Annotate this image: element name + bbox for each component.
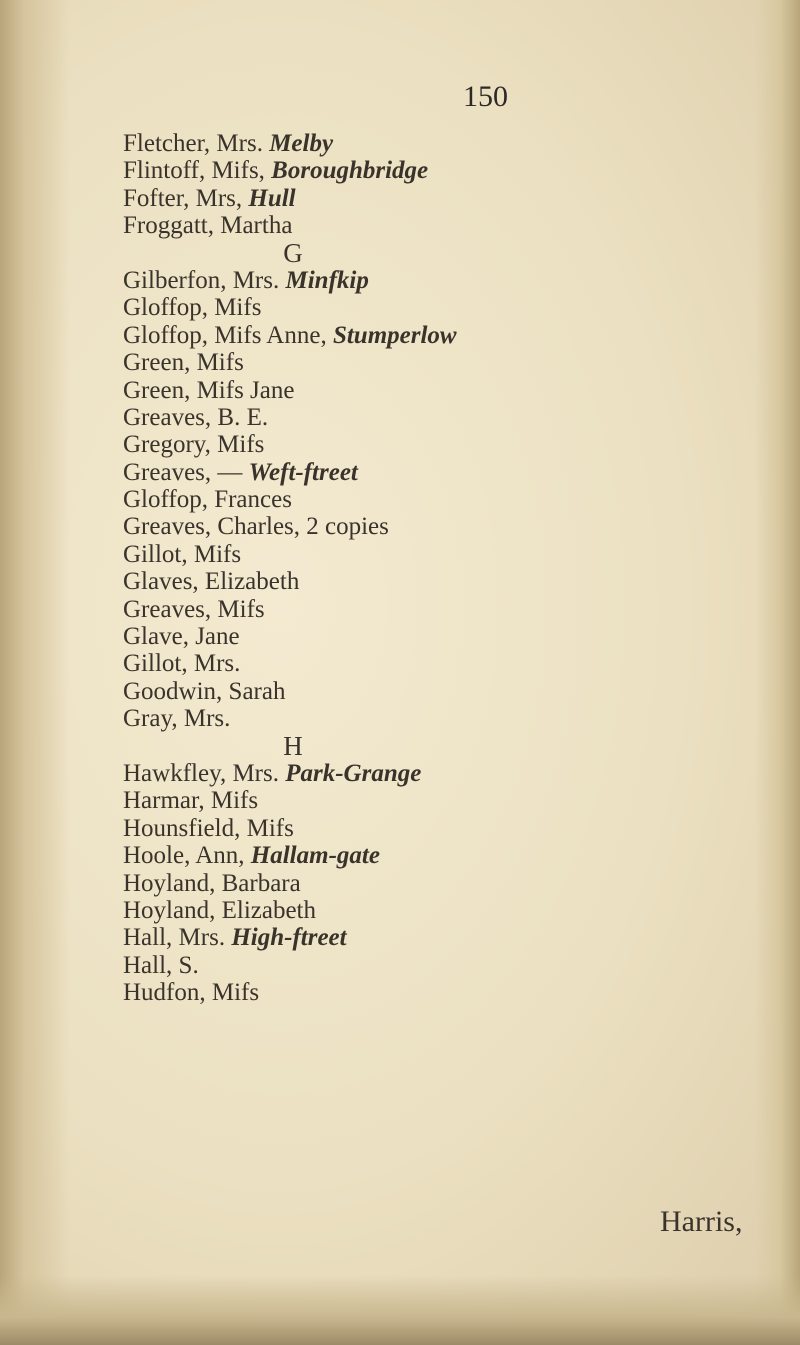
- subscriber-entry: [123, 185, 763, 212]
- subscriber-entry: [123, 212, 763, 239]
- subscriber-name: Hoyland, Elizabeth: [123, 896, 316, 924]
- subscriber-name: Gray, Mrs.: [123, 705, 231, 733]
- subscriber-entry: [123, 870, 763, 897]
- subscriber-entry: [123, 267, 763, 294]
- subscriber-name: Gregory, Mifs: [123, 431, 265, 459]
- subscriber-entry: [123, 541, 763, 568]
- subscriber-name: Gloffop, Frances: [123, 486, 292, 514]
- subscriber-entry: [123, 842, 763, 869]
- subscriber-location: Hull: [248, 184, 296, 212]
- section-letter-g: G: [283, 237, 303, 268]
- subscriber-name: Greaves, Mifs: [123, 595, 265, 623]
- subscriber-entry: [123, 650, 763, 677]
- subscriber-entry: [123, 705, 763, 732]
- subscriber-name: Froggatt, Martha: [123, 212, 293, 240]
- subscriber-entry: [123, 760, 763, 787]
- subscriber-name: Gilberfon, Mrs.: [123, 266, 280, 294]
- subscriber-name: Hounsfield, Mifs: [123, 814, 294, 842]
- subscriber-name: Hawkfley, Mrs.: [123, 759, 279, 787]
- subscriber-name: Flintoff, Mifs,: [123, 157, 265, 185]
- page-edge-bottom: [0, 1275, 800, 1345]
- subscriber-name: Harmar, Mifs: [123, 787, 259, 815]
- subscriber-location: Melby: [269, 130, 334, 157]
- subscriber-name: Fofter, Mrs,: [123, 184, 243, 212]
- subscriber-entry: [123, 924, 763, 951]
- subscriber-entry: [123, 130, 763, 157]
- subscriber-location: Boroughbridge: [271, 157, 429, 185]
- subscriber-entry: [123, 157, 763, 184]
- subscriber-name: Gloffop, Mifs Anne,: [123, 321, 327, 349]
- subscriber-name: Greaves, —: [123, 458, 243, 486]
- subscriber-location: Stumperlow: [332, 321, 457, 349]
- subscriber-name: Gloffop, Mifs: [123, 294, 262, 322]
- section-letter-h: H: [283, 730, 303, 761]
- subscriber-name: Glave, Jane: [123, 623, 240, 651]
- subscriber-entry: [123, 568, 763, 595]
- subscriber-entry: [123, 678, 763, 705]
- subscriber-entry: [123, 459, 763, 486]
- subscriber-name: Hoole, Ann,: [123, 842, 245, 870]
- subscriber-name: Gillot, Mrs.: [123, 650, 241, 678]
- subscriber-entry: [123, 815, 763, 842]
- subscriber-name: Goodwin, Sarah: [123, 677, 286, 705]
- subscriber-entry: [123, 787, 763, 814]
- subscriber-name: Fletcher, Mrs.: [123, 130, 263, 157]
- subscriber-location: Hallam-gate: [250, 842, 380, 870]
- subscriber-name: Hall, Mrs.: [123, 924, 226, 952]
- subscriber-name: Gillot, Mifs: [123, 540, 242, 568]
- subscriber-name: Glaves, Elizabeth: [123, 568, 300, 596]
- subscriber-name: Green, Mifs: [123, 349, 244, 377]
- subscriber-list: [123, 130, 763, 1007]
- subscriber-entry: [123, 623, 763, 650]
- subscriber-name: Greaves, Charles, 2 copies: [123, 513, 389, 541]
- subscriber-entry: [123, 322, 763, 349]
- subscriber-entry: [123, 486, 763, 513]
- subscriber-name: Hall, S.: [123, 951, 199, 979]
- page-number: 150: [463, 80, 508, 113]
- subscriber-entry: [123, 294, 763, 321]
- subscriber-entry: [123, 979, 763, 1006]
- subscriber-name: Green, Mifs Jane: [123, 376, 295, 404]
- subscriber-location: High-ftreet: [231, 924, 347, 952]
- subscriber-entry: [123, 431, 763, 458]
- catchword: Harris,: [660, 1205, 743, 1238]
- subscriber-name: Hudfon, Mifs: [123, 979, 260, 1007]
- subscriber-location: Park-Grange: [285, 759, 422, 787]
- subscriber-entry: [123, 404, 763, 431]
- subscriber-location: Minfkip: [285, 266, 369, 294]
- subscriber-entry: [123, 349, 763, 376]
- subscriber-entry: [123, 377, 763, 404]
- subscriber-location: Weft-ftreet: [248, 458, 358, 486]
- page-edge-left: [0, 0, 70, 1345]
- subscriber-name: Greaves, B. E.: [123, 403, 269, 431]
- subscriber-name: Hoyland, Barbara: [123, 869, 301, 897]
- subscriber-entry: [123, 513, 763, 540]
- subscriber-entry: [123, 952, 763, 979]
- subscriber-entry: [123, 596, 763, 623]
- subscriber-entry: [123, 897, 763, 924]
